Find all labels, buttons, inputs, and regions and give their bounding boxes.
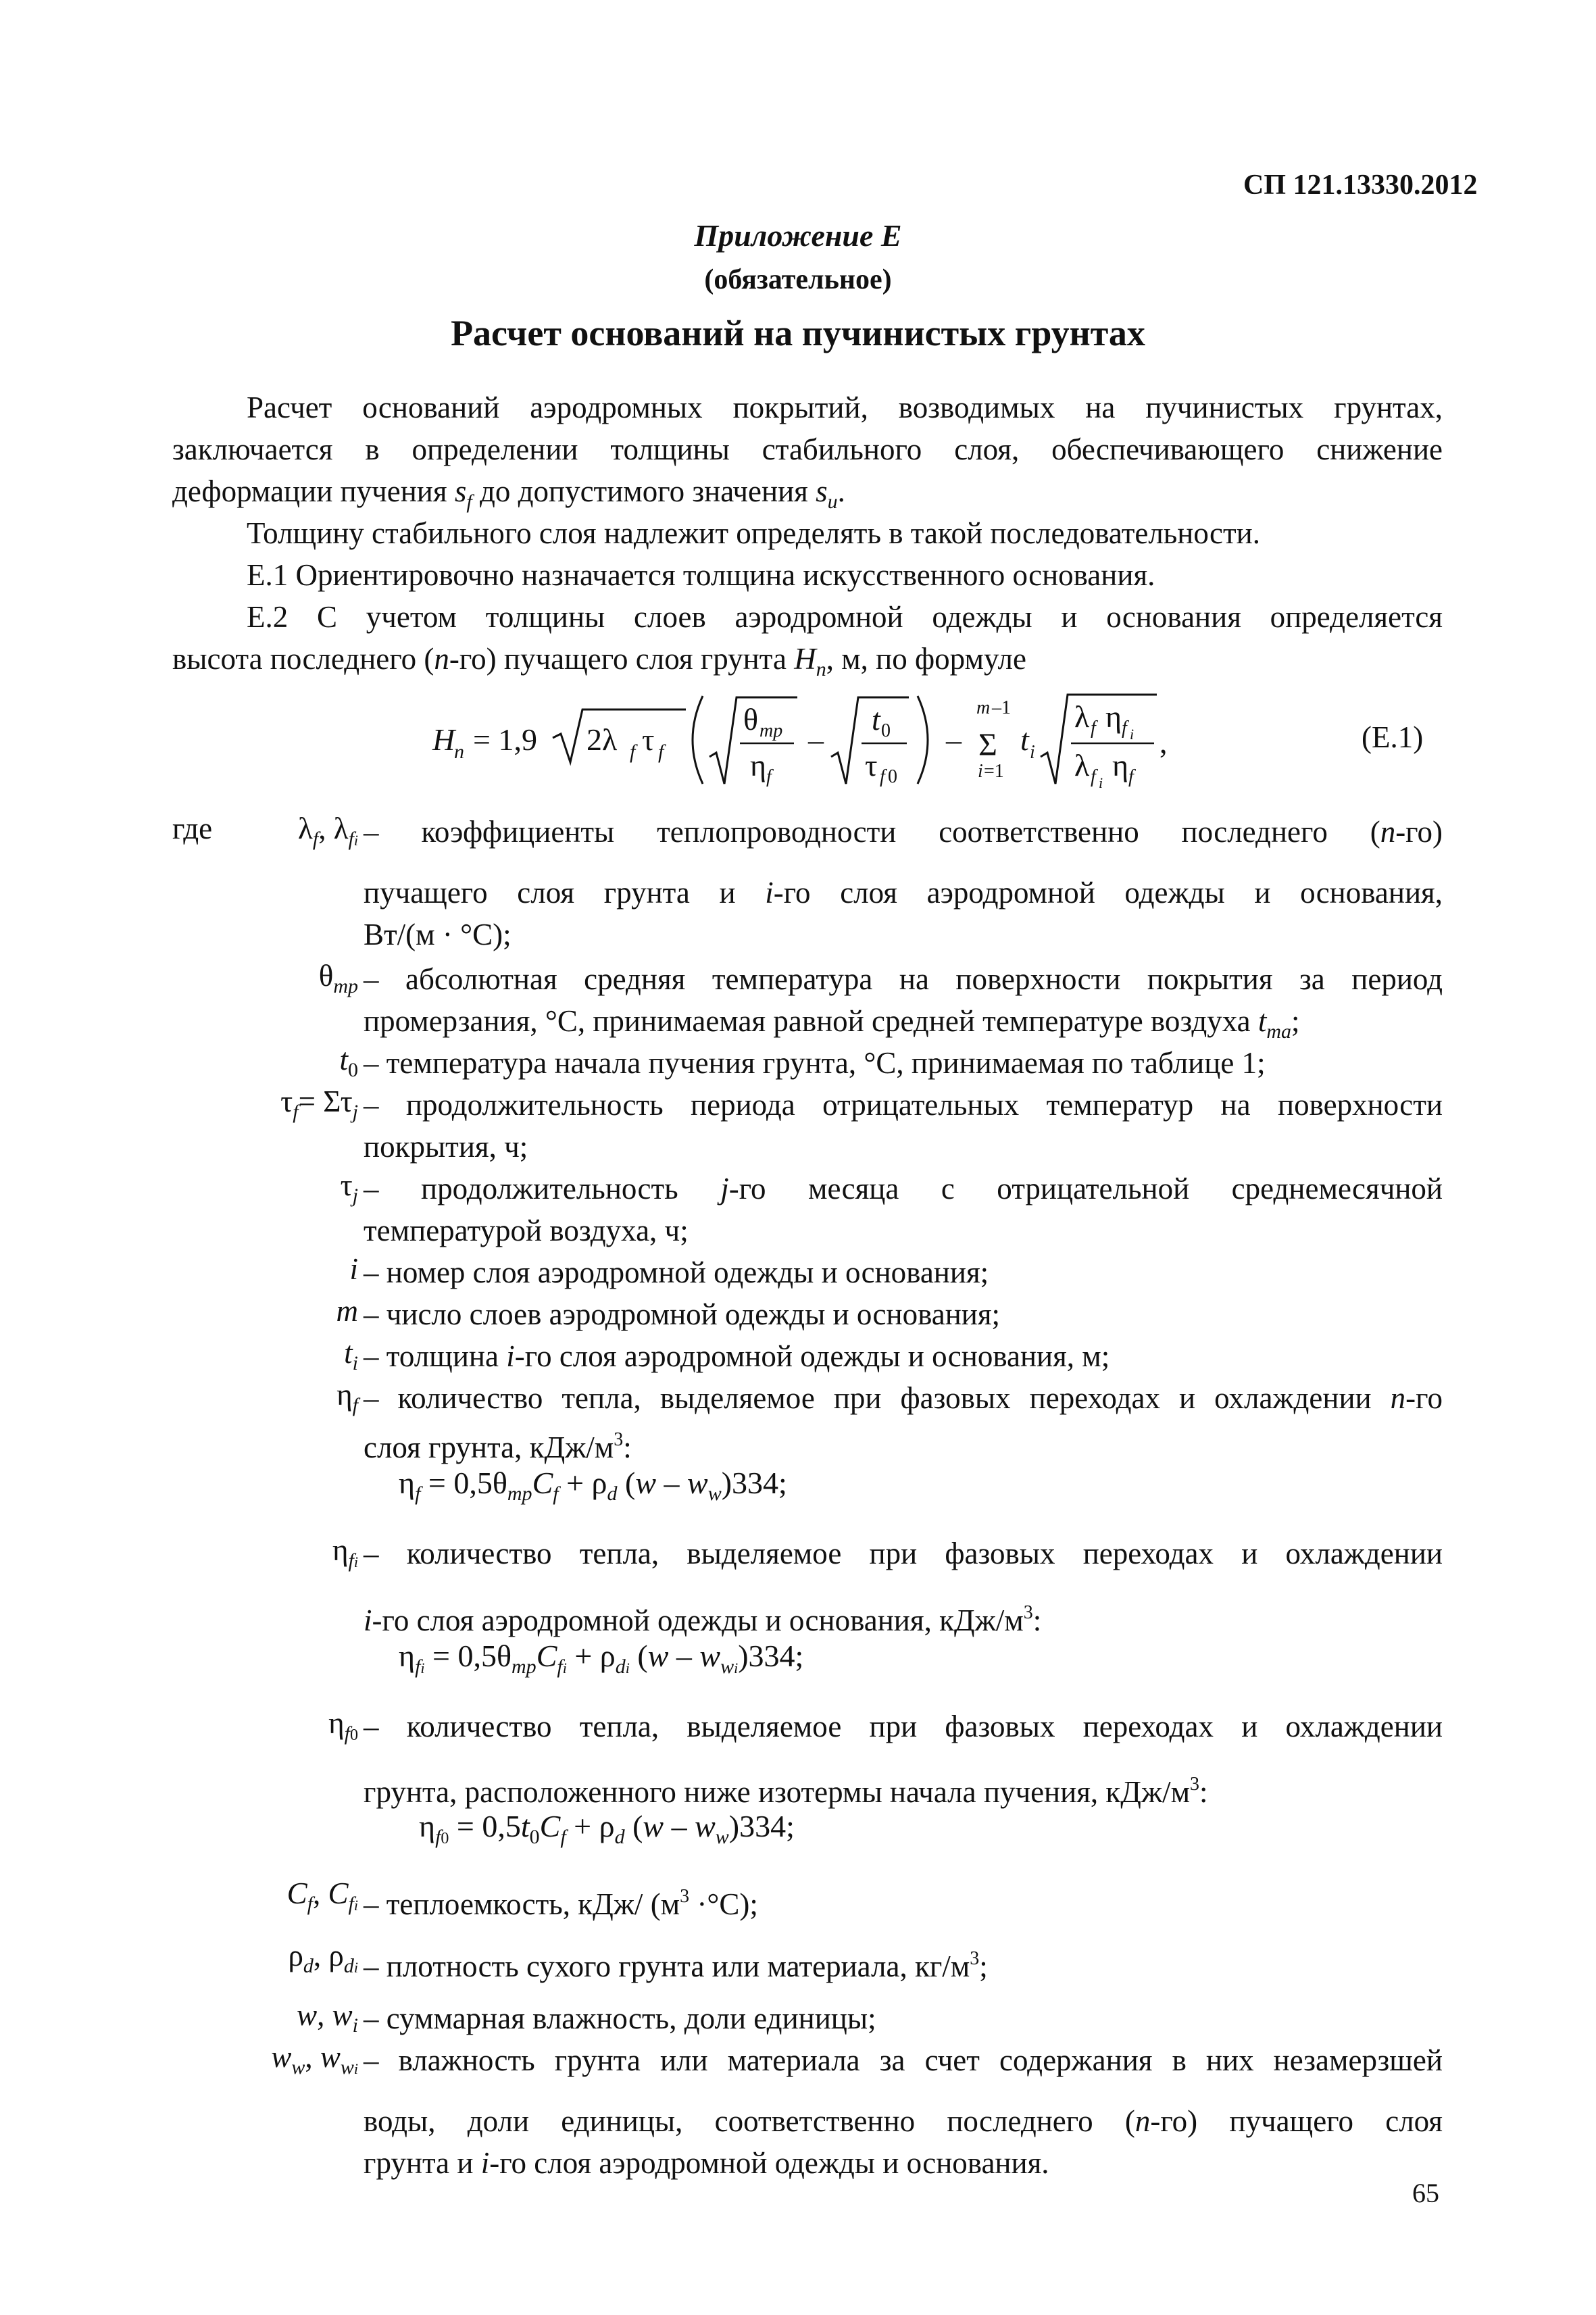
etafi-formula: $\eta_{fi} = 0,5\theta_{mp}C_{fi} + \rho_{di}$ $(w - w_{wi})334$; — [399, 1639, 804, 1678]
i-symbol: i — [349, 1252, 358, 1286]
tauj-symbol: $\tau_j$ — [340, 1168, 358, 1207]
theta-def-line-2: промерзания, °С, принимаемая равной средней температуре воздуха $t_{ma}$; — [364, 1004, 1300, 1043]
svg-text:–: – — [808, 722, 824, 757]
tauf-symbol: $\tau_f= \Sigma\tau_j$ — [280, 1085, 358, 1123]
etaf-def-line-2: слоя грунта, кДж/$м^3$: — [364, 1429, 632, 1464]
svg-text:f: f — [1128, 766, 1134, 787]
svg-text:m: m — [976, 697, 991, 718]
svg-text:η: η — [1112, 748, 1129, 782]
etafi-def-line-1: – количество тепла, выделяемое при фазовых переходах и охлаждении — [364, 1537, 1443, 1570]
t0-symbol: $t_0$ — [339, 1043, 358, 1081]
i-def: – номер слоя аэродромной одежды и основания; — [364, 1255, 989, 1289]
svg-text:2λ: 2λ — [587, 722, 618, 757]
step-e2-line-2: высота последнего (n-го) пучащего слоя грунта $H_n$, м, по формуле — [172, 642, 1026, 680]
document-number: СП 121.13330.2012 — [1243, 170, 1478, 201]
svg-text:f: f — [1122, 718, 1127, 739]
etaf-symbol: $\eta_f$ — [336, 1378, 358, 1416]
svg-text:mp: mp — [759, 720, 783, 741]
svg-text:f: f — [1091, 766, 1096, 787]
svg-text:i: i — [1130, 726, 1134, 743]
svg-text:,: , — [1159, 725, 1168, 760]
etaf0-def-line-1: – количество тепла, выделяемое при фазовых переходах и охлаждении — [364, 1710, 1443, 1743]
svg-text:η: η — [1105, 699, 1122, 734]
svg-text:θ: θ — [743, 702, 759, 737]
svg-text:f: f — [658, 741, 664, 763]
etaf0-symbol: $\eta_{f0}$ — [328, 1706, 358, 1745]
svg-text:f: f — [880, 766, 885, 787]
theta-def-line-1: – абсолютная средняя температура на поверхности покрытия за период — [364, 962, 1443, 996]
intro-line-1: Расчет оснований аэродромных покрытий, возводимых на пучинистых грунтах, — [247, 391, 1443, 424]
svg-text:= 1,9: = 1,9 — [473, 722, 537, 757]
svg-text:λ: λ — [1074, 748, 1090, 782]
svg-text:0: 0 — [881, 720, 891, 741]
etaf-def-line-1: – количество тепла, выделяемое при фазовых переходах и охлаждении n-го — [364, 1381, 1443, 1415]
step-e2-line-1: Е.2 С учетом толщины слоев аэродромной одежды и основания определяется — [247, 600, 1443, 634]
svg-text:f: f — [630, 741, 636, 763]
cf-def: – теплоемкость, кДж/ $(м^3 \cdot^\circ С)$; — [364, 1886, 758, 1921]
svg-text:–: – — [946, 722, 962, 757]
ww-def-line-1: – влажность грунта или материала за счет содержания в них незамерзшей — [364, 2043, 1443, 2077]
svg-text:H: H — [432, 722, 455, 757]
tauj-def-line-1: – продолжительность j-го месяца с отрицательной среднемесячной — [364, 1172, 1443, 1205]
rho-symbol: $\rho_d$, $\rho_{di}$ — [288, 1939, 358, 1977]
etafi-def-line-2: i-го слоя аэродромной одежды и основания, кДж/$м^3$: — [364, 1602, 1042, 1637]
svg-text:τ: τ — [642, 722, 655, 757]
svg-text:η: η — [750, 748, 767, 782]
svg-text:Σ: Σ — [978, 727, 997, 763]
svg-text:t: t — [872, 702, 880, 737]
page-number: 65 — [1412, 2178, 1439, 2208]
w-symbol: w, $w_i$ — [297, 1998, 358, 2037]
appendix-label: Приложение Е — [694, 218, 902, 253]
intro-paragraph-2: Толщину стабильного слоя надлежит определять в такой последовательности. — [247, 516, 1260, 550]
appendix-status: (обязательное) — [704, 264, 892, 295]
ww-def-line-3: грунта и i-го слоя аэродромной одежды и основания. — [364, 2146, 1049, 2180]
tauj-def-line-2: температурой воздуха, ч; — [364, 1214, 689, 1247]
tauf-def-line-1: – продолжительность периода отрицательных температур на поверхности — [364, 1088, 1443, 1122]
svg-text:τ: τ — [865, 748, 878, 782]
ti-def: – толщина i-го слоя аэродромной одежды и основания, м; — [364, 1339, 1110, 1373]
t0-def: – температура начала пучения грунта, °С, принимаемая по таблице 1; — [364, 1046, 1266, 1080]
svg-text:f: f — [766, 766, 772, 787]
svg-text:n: n — [454, 741, 464, 763]
m-symbol: m — [336, 1294, 358, 1328]
etaf-formula: $\eta_f = 0,5\theta_{mp}C_f + \rho_d$ $(w - w_w)334$; — [399, 1466, 787, 1505]
where-label: где — [172, 812, 213, 845]
formula-e1-number: (Е.1) — [1362, 720, 1424, 754]
step-e1: Е.1 Ориентировочно назначается толщина искусственного основания. — [247, 558, 1155, 592]
etaf0-def-line-2: грунта, расположенного ниже изотермы начала пучения, кДж/$м^3$: — [364, 1774, 1208, 1809]
lambda-def-line-3: Вт/(м · °С); — [364, 918, 512, 951]
svg-text:–1: –1 — [992, 697, 1011, 718]
lambda-def-line-2: пучащего слоя грунта и i-го слоя аэродромной одежды и основания, — [364, 876, 1443, 910]
ww-symbol: $w_w$, $w_{wi}$ — [271, 2040, 358, 2078]
formula-e1-graphic — [0, 682, 1596, 797]
ti-symbol: $t_i$ — [344, 1336, 358, 1374]
svg-text:f: f — [1091, 718, 1096, 739]
intro-line-2: заключается в определении толщины стабильного слоя, обеспечивающего снижение — [172, 432, 1443, 466]
svg-text:t: t — [1020, 722, 1029, 757]
ww-def-line-2: воды, доли единицы, соответственно последнего (n-го) пучащего слоя — [364, 2104, 1443, 2138]
etafi-symbol: $\eta_{fi}$ — [332, 1533, 358, 1572]
lambda-symbols: $\lambda_f$, $\lambda_{fi}$ — [298, 812, 358, 850]
lambda-def-line-1: – коэффициенты теплопроводности соответственно последнего (n-го) — [364, 815, 1443, 849]
m-def: – число слоев аэродромной одежды и основания; — [364, 1297, 1001, 1331]
intro-line-3: деформации пучения $s_f$ до допустимого значения $s_u$. — [172, 474, 845, 513]
cf-symbol: $C_f$, $C_{fi}$ — [286, 1876, 358, 1915]
svg-text:λ: λ — [1074, 699, 1090, 734]
svg-text:i: i — [1030, 742, 1035, 763]
svg-text:i: i — [978, 761, 983, 782]
etaf0-formula: $\eta_{f0} = 0,5t_0C_f + \rho_d$ $(w - w_w)334$; — [419, 1809, 795, 1848]
rho-def: – плотность сухого грунта или материала, $кг/м^3$; — [364, 1948, 988, 1983]
svg-text:0: 0 — [888, 766, 897, 787]
w-def: – суммарная влажность, доли единицы; — [364, 2001, 876, 2035]
appendix-title: Расчет оснований на пучинистых грунтах — [451, 313, 1145, 353]
svg-text:=1: =1 — [984, 761, 1004, 782]
svg-text:i: i — [1099, 774, 1103, 791]
tauf-def-line-2: покрытия, ч; — [364, 1130, 528, 1164]
theta-symbol: $\theta_{mp}$ — [318, 959, 358, 997]
